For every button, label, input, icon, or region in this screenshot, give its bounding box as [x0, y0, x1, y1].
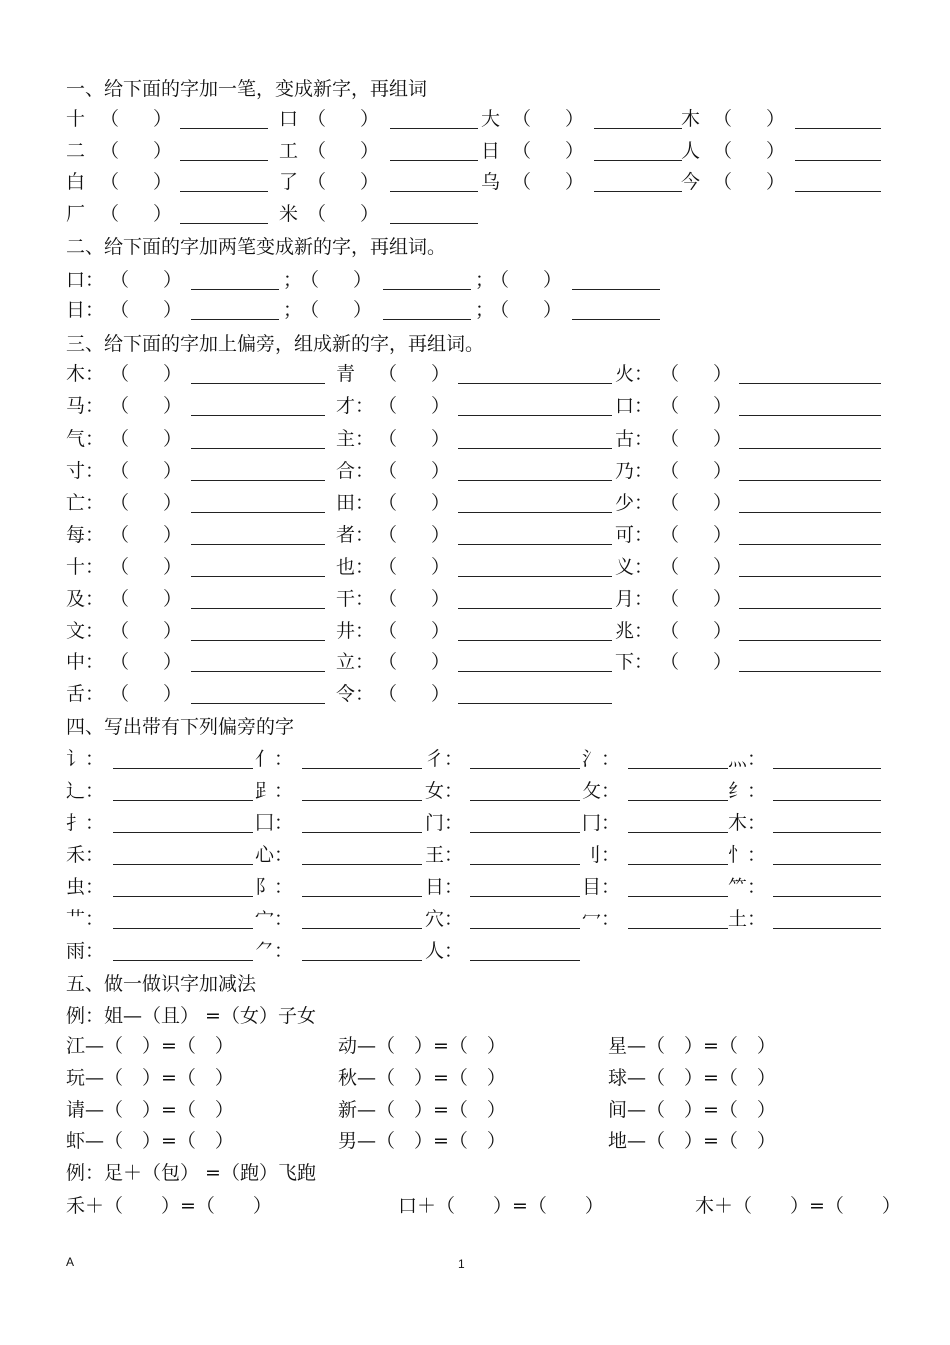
exercise-row [0, 138, 950, 164]
prompt-char: 口： [66, 269, 105, 291]
answer-blank[interactable] [191, 640, 325, 641]
answer-paren[interactable]: （ ） [110, 492, 183, 514]
answer-blank[interactable] [594, 128, 682, 129]
answer-blank[interactable] [191, 576, 325, 577]
exercise-row [0, 938, 950, 964]
prompt-char: 寸： [66, 460, 105, 482]
prompt-char: 米 [279, 203, 299, 225]
answer-blank[interactable] [191, 319, 279, 320]
prompt-char: 乌 [481, 171, 501, 193]
answer-paren[interactable]: （ ） [307, 108, 380, 130]
prompt-char: 少： [615, 492, 654, 514]
answer-blank[interactable] [739, 544, 881, 545]
answer-blank[interactable] [458, 512, 612, 513]
exercise-row [0, 649, 950, 675]
prompt-char: 心： [255, 844, 294, 866]
prompt-char: 王： [425, 844, 464, 866]
prompt-char: 中： [66, 651, 105, 673]
section-heading: 一、给下面的字加一笔，变成新字，再组词 [66, 78, 428, 100]
answer-blank[interactable] [572, 289, 660, 290]
answer-paren[interactable]: （ ） [100, 203, 173, 225]
math-equation[interactable]: 新—（ ）=（ ） [338, 1099, 506, 1121]
prompt-char: 也： [336, 556, 375, 578]
prompt-char: 雨： [66, 940, 105, 962]
answer-paren[interactable]: （ ） [660, 524, 733, 546]
answer-paren[interactable]: （ ） [307, 203, 380, 225]
answer-blank[interactable] [628, 896, 728, 897]
answer-blank[interactable] [191, 544, 325, 545]
prompt-char: 彳： [425, 748, 464, 770]
answer-paren[interactable]: （ ） [660, 428, 733, 450]
exercise-row [0, 106, 950, 132]
math-equation[interactable]: 地—（ ）=（ ） [608, 1130, 776, 1152]
exercise-row [0, 810, 950, 836]
prompt-char: 马： [66, 395, 105, 417]
answer-blank[interactable] [383, 319, 471, 320]
answer-blank[interactable] [302, 864, 422, 865]
prompt-char: 可： [615, 524, 654, 546]
prompt-char: 十： [66, 556, 105, 578]
answer-blank[interactable] [628, 864, 728, 865]
example-line: 例：足＋（包） =（跑）飞跑 [66, 1162, 316, 1184]
exercise-row [0, 746, 950, 772]
answer-blank[interactable] [191, 448, 325, 449]
math-equation[interactable]: 虾—（ ）=（ ） [66, 1130, 234, 1152]
answer-paren[interactable]: （ ） [378, 683, 451, 705]
prompt-char: 禾： [66, 844, 105, 866]
answer-blank[interactable] [470, 928, 580, 929]
prompt-char: 𧾷： [255, 780, 294, 802]
answer-blank[interactable] [470, 896, 580, 897]
prompt-char: 及： [66, 588, 105, 610]
answer-blank[interactable] [470, 832, 580, 833]
prompt-char: 干： [336, 588, 375, 610]
math-equation[interactable]: 秋—（ ）=（ ） [338, 1067, 506, 1089]
prompt-char: 者： [336, 524, 375, 546]
answer-paren[interactable]: （ ） [660, 395, 733, 417]
prompt-char: 口 [279, 108, 299, 130]
answer-blank[interactable] [458, 480, 612, 481]
answer-paren[interactable]: （ ） [100, 108, 173, 130]
answer-paren[interactable]: （ ） [490, 269, 563, 291]
answer-paren[interactable]: （ ） [660, 588, 733, 610]
prompt-char: 气： [66, 428, 105, 450]
answer-paren[interactable]: （ ） [512, 171, 585, 193]
answer-paren[interactable]: （ ） [378, 556, 451, 578]
math-equation[interactable]: 间—（ ）=（ ） [608, 1099, 776, 1121]
answer-paren[interactable]: （ ） [378, 651, 451, 673]
answer-blank[interactable] [773, 832, 881, 833]
answer-blank[interactable] [470, 864, 580, 865]
answer-blank[interactable] [795, 160, 881, 161]
prompt-char: 文： [66, 620, 105, 642]
prompt-char: 今 [681, 171, 701, 193]
answer-blank[interactable] [191, 480, 325, 481]
answer-blank[interactable] [739, 576, 881, 577]
answer-blank[interactable] [302, 768, 422, 769]
math-equation[interactable]: 禾＋（ ）=（ ） [66, 1195, 272, 1217]
exercise-row [0, 297, 950, 323]
exercise-row [0, 618, 950, 644]
answer-paren[interactable]: （ ） [660, 492, 733, 514]
prompt-char: 灬： [728, 748, 767, 770]
prompt-char: 阝： [255, 876, 294, 898]
prompt-char: 穴： [425, 908, 464, 930]
exercise-row [0, 554, 950, 580]
prompt-char: 刂： [582, 844, 621, 866]
exercise-row [0, 681, 950, 707]
prompt-char: 日 [481, 140, 501, 162]
prompt-char: 人 [681, 140, 701, 162]
answer-paren[interactable]: （ ） [660, 556, 733, 578]
answer-blank[interactable] [773, 928, 881, 929]
answer-paren[interactable]: （ ） [378, 524, 451, 546]
prompt-char: 古： [615, 428, 654, 450]
prompt-char: 下： [615, 651, 654, 673]
answer-blank[interactable] [628, 800, 728, 801]
answer-paren[interactable]: （ ） [110, 588, 183, 610]
prompt-char: 白 [66, 171, 86, 193]
math-equation[interactable]: 星—（ ）=（ ） [608, 1035, 776, 1057]
exercise-row [0, 522, 950, 548]
answer-paren[interactable]: （ ） [110, 269, 183, 291]
prompt-char: 门： [425, 812, 464, 834]
answer-blank[interactable] [470, 960, 580, 961]
prompt-char: 田： [336, 492, 375, 514]
answer-blank[interactable] [302, 960, 422, 961]
answer-paren[interactable]: （ ） [378, 588, 451, 610]
answer-paren[interactable]: （ ） [110, 460, 183, 482]
exercise-row [0, 842, 950, 868]
exercise-row [0, 1160, 950, 1186]
prompt-char: 才： [336, 395, 375, 417]
answer-blank[interactable] [739, 480, 881, 481]
prompt-char: 厂 [66, 203, 86, 225]
prompt-char: 大 [481, 108, 501, 130]
semicolon: ； [475, 299, 495, 321]
prompt-char: 纟： [728, 780, 767, 802]
answer-paren[interactable]: （ ） [512, 108, 585, 130]
answer-blank[interactable] [191, 289, 279, 290]
answer-blank[interactable] [739, 383, 881, 384]
prompt-char: 女： [425, 780, 464, 802]
math-equation[interactable]: 江—（ ）=（ ） [66, 1035, 234, 1057]
answer-blank[interactable] [739, 448, 881, 449]
prompt-char: 冂： [582, 812, 621, 834]
answer-blank[interactable] [113, 896, 253, 897]
answer-blank[interactable] [191, 415, 325, 416]
answer-blank[interactable] [180, 160, 268, 161]
answer-blank[interactable] [773, 800, 881, 801]
answer-blank[interactable] [458, 703, 612, 704]
answer-blank[interactable] [113, 800, 253, 801]
math-equation[interactable]: 玩—（ ）=（ ） [66, 1067, 234, 1089]
example-line: 例：姐—（且） =（女）子女 [66, 1005, 316, 1027]
answer-blank[interactable] [773, 768, 881, 769]
answer-blank[interactable] [458, 608, 612, 609]
prompt-char: 火： [615, 363, 654, 385]
answer-paren[interactable]: （ ） [110, 363, 183, 385]
prompt-char: 木 [681, 108, 701, 130]
answer-blank[interactable] [191, 383, 325, 384]
answer-blank[interactable] [113, 960, 253, 961]
prompt-char: 日： [425, 876, 464, 898]
prompt-char: 二 [66, 140, 86, 162]
answer-blank[interactable] [113, 864, 253, 865]
answer-paren[interactable]: （ ） [660, 363, 733, 385]
answer-paren[interactable]: （ ） [378, 620, 451, 642]
answer-blank[interactable] [458, 383, 612, 384]
answer-paren[interactable]: （ ） [378, 363, 451, 385]
answer-paren[interactable]: （ ） [100, 140, 173, 162]
answer-blank[interactable] [383, 289, 471, 290]
answer-blank[interactable] [191, 703, 325, 704]
answer-blank[interactable] [390, 191, 478, 192]
answer-blank[interactable] [302, 928, 422, 929]
answer-blank[interactable] [390, 128, 478, 129]
answer-paren[interactable]: （ ） [713, 171, 786, 193]
exercise-row [0, 906, 950, 932]
answer-blank[interactable] [113, 768, 253, 769]
answer-paren[interactable]: （ ） [110, 299, 183, 321]
prompt-char: 忄： [728, 844, 767, 866]
math-equation[interactable]: 请—（ ）=（ ） [66, 1099, 234, 1121]
answer-paren[interactable]: （ ） [110, 620, 183, 642]
answer-paren[interactable]: （ ） [300, 299, 373, 321]
answer-blank[interactable] [773, 896, 881, 897]
answer-blank[interactable] [458, 671, 612, 672]
prompt-char: 义： [615, 556, 654, 578]
answer-paren[interactable]: （ ） [378, 428, 451, 450]
answer-paren[interactable]: （ ） [307, 140, 380, 162]
prompt-char: 氵： [582, 748, 621, 770]
answer-paren[interactable]: （ ） [660, 460, 733, 482]
answer-blank[interactable] [739, 671, 881, 672]
answer-paren[interactable]: （ ） [713, 140, 786, 162]
exercise-row [0, 169, 950, 195]
math-equation[interactable]: 男—（ ）=（ ） [338, 1130, 506, 1152]
exercise-row [0, 1193, 950, 1219]
exercise-row [0, 393, 950, 419]
answer-blank[interactable] [390, 223, 478, 224]
answer-paren[interactable]: （ ） [512, 140, 585, 162]
math-equation[interactable]: 球—（ ）=（ ） [608, 1067, 776, 1089]
answer-paren[interactable]: （ ） [110, 524, 183, 546]
prompt-char: 木： [728, 812, 767, 834]
math-equation[interactable]: 口＋（ ）=（ ） [398, 1195, 604, 1217]
prompt-char: ⺈： [255, 940, 294, 962]
answer-blank[interactable] [191, 608, 325, 609]
answer-blank[interactable] [191, 512, 325, 513]
answer-paren[interactable]: （ ） [100, 171, 173, 193]
prompt-char: 立： [336, 651, 375, 673]
prompt-char: 十 [66, 108, 86, 130]
prompt-char: 囗： [255, 812, 294, 834]
answer-blank[interactable] [594, 160, 682, 161]
exercise-row [0, 361, 950, 387]
answer-blank[interactable] [470, 800, 580, 801]
exercise-row [0, 1128, 950, 1154]
exercise-row [0, 1065, 950, 1091]
answer-paren[interactable]: （ ） [110, 683, 183, 705]
exercise-row [0, 778, 950, 804]
prompt-char: 宀： [255, 908, 294, 930]
exercise-row [0, 267, 950, 293]
page-number: 1 [458, 1257, 465, 1271]
prompt-char: 木： [66, 363, 105, 385]
prompt-char: 艹： [66, 908, 105, 930]
prompt-char: 主： [336, 428, 375, 450]
answer-blank[interactable] [191, 671, 325, 672]
prompt-char: 舌： [66, 683, 105, 705]
prompt-char: 每： [66, 524, 105, 546]
prompt-char: 目： [582, 876, 621, 898]
answer-paren[interactable]: （ ） [490, 299, 563, 321]
answer-blank[interactable] [739, 512, 881, 513]
answer-blank[interactable] [180, 128, 268, 129]
section-heading: 三、给下面的字加上偏旁，组成新的字，再组词。 [66, 333, 485, 355]
answer-blank[interactable] [470, 768, 580, 769]
prompt-char: 亡： [66, 492, 105, 514]
answer-blank[interactable] [113, 928, 253, 929]
section-heading: 四、写出带有下列偏旁的字 [66, 716, 295, 738]
prompt-char: 合： [336, 460, 375, 482]
answer-paren[interactable]: （ ） [378, 395, 451, 417]
prompt-char: 攵： [582, 780, 621, 802]
answer-blank[interactable] [302, 896, 422, 897]
prompt-char: 口： [615, 395, 654, 417]
prompt-char: 令： [336, 683, 375, 705]
prompt-char: 扌： [66, 812, 105, 834]
math-equation[interactable]: 动—（ ）=（ ） [338, 1035, 506, 1057]
prompt-char: 兆： [615, 620, 654, 642]
prompt-char: ⺮： [728, 876, 767, 898]
prompt-char: 虫： [66, 876, 105, 898]
exercise-row [0, 586, 950, 612]
prompt-char: 亻： [255, 748, 294, 770]
answer-blank[interactable] [302, 800, 422, 801]
prompt-char: 日： [66, 299, 105, 321]
exercise-row [0, 1003, 950, 1029]
answer-paren[interactable]: （ ） [300, 269, 373, 291]
answer-blank[interactable] [390, 160, 478, 161]
prompt-char: 辶： [66, 780, 105, 802]
prompt-char: 井： [336, 620, 375, 642]
prompt-char: 青 [336, 363, 356, 385]
answer-blank[interactable] [458, 576, 612, 577]
answer-blank[interactable] [594, 191, 682, 192]
semicolon: ； [283, 299, 303, 321]
answer-blank[interactable] [180, 191, 268, 192]
answer-paren[interactable]: （ ） [378, 460, 451, 482]
answer-blank[interactable] [458, 640, 612, 641]
answer-paren[interactable]: （ ） [110, 651, 183, 673]
prompt-char: 人： [425, 940, 464, 962]
answer-blank[interactable] [628, 832, 728, 833]
semicolon: ； [283, 269, 303, 291]
answer-blank[interactable] [739, 640, 881, 641]
exercise-row [0, 1097, 950, 1123]
footer-mark: A [66, 1255, 75, 1269]
answer-paren[interactable]: （ ） [660, 651, 733, 673]
answer-blank[interactable] [773, 864, 881, 865]
answer-paren[interactable]: （ ） [307, 171, 380, 193]
semicolon: ； [475, 269, 495, 291]
prompt-char: 工 [279, 140, 299, 162]
answer-blank[interactable] [302, 832, 422, 833]
answer-blank[interactable] [739, 608, 881, 609]
exercise-row [0, 201, 950, 227]
exercise-row [0, 874, 950, 900]
prompt-char: 冖： [582, 908, 621, 930]
answer-blank[interactable] [113, 832, 253, 833]
answer-paren[interactable]: （ ） [713, 108, 786, 130]
answer-blank[interactable] [458, 544, 612, 545]
exercise-row [0, 490, 950, 516]
prompt-char: 了 [279, 171, 299, 193]
exercise-row [0, 458, 950, 484]
answer-blank[interactable] [795, 128, 881, 129]
answer-blank[interactable] [180, 223, 268, 224]
section-heading: 五、做一做识字加减法 [66, 973, 257, 995]
answer-blank[interactable] [572, 319, 660, 320]
exercise-row [0, 1033, 950, 1059]
answer-blank[interactable] [628, 768, 728, 769]
exercise-row [0, 426, 950, 452]
answer-paren[interactable]: （ ） [110, 395, 183, 417]
prompt-char: 乃： [615, 460, 654, 482]
answer-blank[interactable] [795, 191, 881, 192]
prompt-char: 土： [728, 908, 767, 930]
answer-paren[interactable]: （ ） [110, 556, 183, 578]
answer-paren[interactable]: （ ） [110, 428, 183, 450]
answer-paren[interactable]: （ ） [378, 492, 451, 514]
math-equation[interactable]: 木＋（ ）=（ ） [695, 1195, 901, 1217]
answer-blank[interactable] [458, 415, 612, 416]
answer-blank[interactable] [458, 448, 612, 449]
prompt-char: 讠： [66, 748, 105, 770]
prompt-char: 月： [615, 588, 654, 610]
answer-blank[interactable] [739, 415, 881, 416]
answer-blank[interactable] [628, 928, 728, 929]
section-heading: 二、给下面的字加两笔变成新的字，再组词。 [66, 236, 447, 258]
answer-paren[interactable]: （ ） [660, 620, 733, 642]
